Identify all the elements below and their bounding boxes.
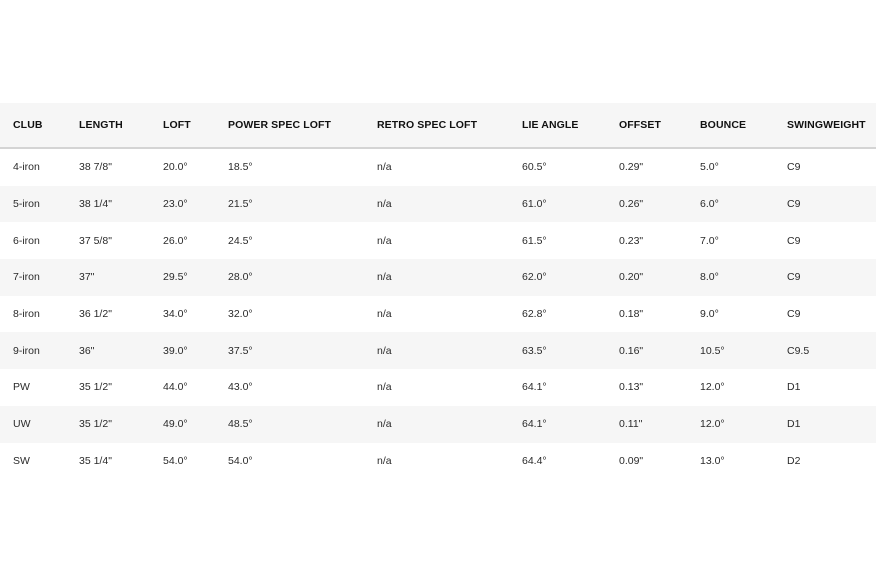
table-row <box>0 259 876 296</box>
header-loft: LOFT <box>163 119 191 131</box>
cell-bounce: 7.0° <box>700 234 719 247</box>
cell-power-spec-loft: 37.5° <box>228 344 253 357</box>
cell-swingweight: C9 <box>787 234 801 247</box>
cell-offset: 0.29" <box>619 161 644 174</box>
cell-length: 35 1/2" <box>79 418 112 431</box>
cell-offset: 0.26" <box>619 198 644 211</box>
cell-club: 7-iron <box>13 271 40 284</box>
cell-lie-angle: 63.5° <box>522 344 547 357</box>
cell-lie-angle: 61.5° <box>522 234 547 247</box>
table-row <box>0 148 876 186</box>
specs-table-body <box>0 148 876 479</box>
cell-power-spec-loft: 24.5° <box>228 234 253 247</box>
cell-retro-spec-loft: n/a <box>377 161 392 174</box>
table-row <box>0 406 876 443</box>
cell-lie-angle: 62.0° <box>522 271 547 284</box>
header-swingweight: SWINGWEIGHT <box>787 119 866 131</box>
cell-lie-angle: 64.4° <box>522 454 547 467</box>
cell-club: 8-iron <box>13 308 40 321</box>
table-row <box>0 186 876 223</box>
cell-swingweight: C9 <box>787 198 801 211</box>
cell-power-spec-loft: 43.0° <box>228 381 253 394</box>
cell-retro-spec-loft: n/a <box>377 271 392 284</box>
cell-length: 35 1/2" <box>79 381 112 394</box>
cell-offset: 0.11" <box>619 418 643 431</box>
cell-loft: 23.0° <box>163 198 188 211</box>
cell-bounce: 9.0° <box>700 308 719 321</box>
cell-length: 37 5/8" <box>79 234 112 247</box>
cell-retro-spec-loft: n/a <box>377 381 392 394</box>
cell-retro-spec-loft: n/a <box>377 454 392 467</box>
cell-offset: 0.09" <box>619 454 644 467</box>
cell-bounce: 12.0° <box>700 381 725 394</box>
header-bounce: BOUNCE <box>700 119 747 131</box>
cell-length: 36 1/2" <box>79 308 112 321</box>
cell-loft: 54.0° <box>163 454 188 467</box>
table-row <box>0 369 876 406</box>
cell-bounce: 10.5° <box>700 344 725 357</box>
cell-offset: 0.16" <box>619 344 644 357</box>
cell-retro-spec-loft: n/a <box>377 418 392 431</box>
cell-club: SW <box>13 454 30 467</box>
cell-lie-angle: 64.1° <box>522 418 547 431</box>
cell-loft: 39.0° <box>163 344 188 357</box>
cell-power-spec-loft: 21.5° <box>228 198 253 211</box>
cell-swingweight: D1 <box>787 381 801 394</box>
cell-offset: 0.13" <box>619 381 644 394</box>
cell-retro-spec-loft: n/a <box>377 344 392 357</box>
cell-length: 38 7/8" <box>79 161 112 174</box>
cell-club: UW <box>13 418 31 431</box>
cell-power-spec-loft: 54.0° <box>228 454 253 467</box>
cell-retro-spec-loft: n/a <box>377 308 392 321</box>
cell-swingweight: C9 <box>787 161 801 174</box>
header-lie-angle: LIE ANGLE <box>522 119 579 131</box>
cell-swingweight: C9.5 <box>787 344 810 357</box>
cell-club: PW <box>13 381 30 394</box>
header-retro-spec-loft: RETRO SPEC LOFT <box>377 119 478 131</box>
cell-bounce: 12.0° <box>700 418 725 431</box>
cell-loft: 44.0° <box>163 381 188 394</box>
header-length: LENGTH <box>79 119 123 131</box>
table-row <box>0 332 876 369</box>
specs-table <box>0 103 876 479</box>
cell-power-spec-loft: 32.0° <box>228 308 253 321</box>
cell-loft: 49.0° <box>163 418 188 431</box>
header-row <box>0 103 876 148</box>
cell-length: 36" <box>79 344 95 357</box>
cell-bounce: 6.0° <box>700 198 719 211</box>
cell-offset: 0.23" <box>619 234 644 247</box>
cell-loft: 29.5° <box>163 271 188 284</box>
header-power-spec-loft: POWER SPEC LOFT <box>228 119 332 131</box>
cell-club: 6-iron <box>13 234 40 247</box>
cell-swingweight: D2 <box>787 454 801 467</box>
table-row <box>0 222 876 259</box>
cell-loft: 20.0° <box>163 161 188 174</box>
cell-bounce: 13.0° <box>700 454 725 467</box>
header-club: CLUB <box>13 119 43 131</box>
cell-offset: 0.18" <box>619 308 644 321</box>
cell-length: 37" <box>79 271 95 284</box>
cell-power-spec-loft: 18.5° <box>228 161 253 174</box>
cell-power-spec-loft: 28.0° <box>228 271 253 284</box>
cell-club: 4-iron <box>13 161 40 174</box>
cell-lie-angle: 64.1° <box>522 381 547 394</box>
cell-bounce: 5.0° <box>700 161 719 174</box>
specs-table-header <box>0 103 876 148</box>
cell-lie-angle: 62.8° <box>522 308 547 321</box>
cell-offset: 0.20" <box>619 271 644 284</box>
cell-power-spec-loft: 48.5° <box>228 418 253 431</box>
cell-bounce: 8.0° <box>700 271 719 284</box>
cell-length: 38 1/4" <box>79 198 112 211</box>
header-offset: OFFSET <box>619 119 662 131</box>
cell-swingweight: C9 <box>787 308 801 321</box>
cell-swingweight: C9 <box>787 271 801 284</box>
cell-retro-spec-loft: n/a <box>377 234 392 247</box>
table-row <box>0 296 876 333</box>
cell-swingweight: D1 <box>787 418 801 431</box>
cell-lie-angle: 61.0° <box>522 198 547 211</box>
cell-club: 5-iron <box>13 198 40 211</box>
cell-retro-spec-loft: n/a <box>377 198 392 211</box>
cell-club: 9-iron <box>13 344 40 357</box>
cell-lie-angle: 60.5° <box>522 161 547 174</box>
table-row <box>0 443 876 480</box>
cell-loft: 34.0° <box>163 308 188 321</box>
cell-loft: 26.0° <box>163 234 188 247</box>
cell-length: 35 1/4" <box>79 454 112 467</box>
